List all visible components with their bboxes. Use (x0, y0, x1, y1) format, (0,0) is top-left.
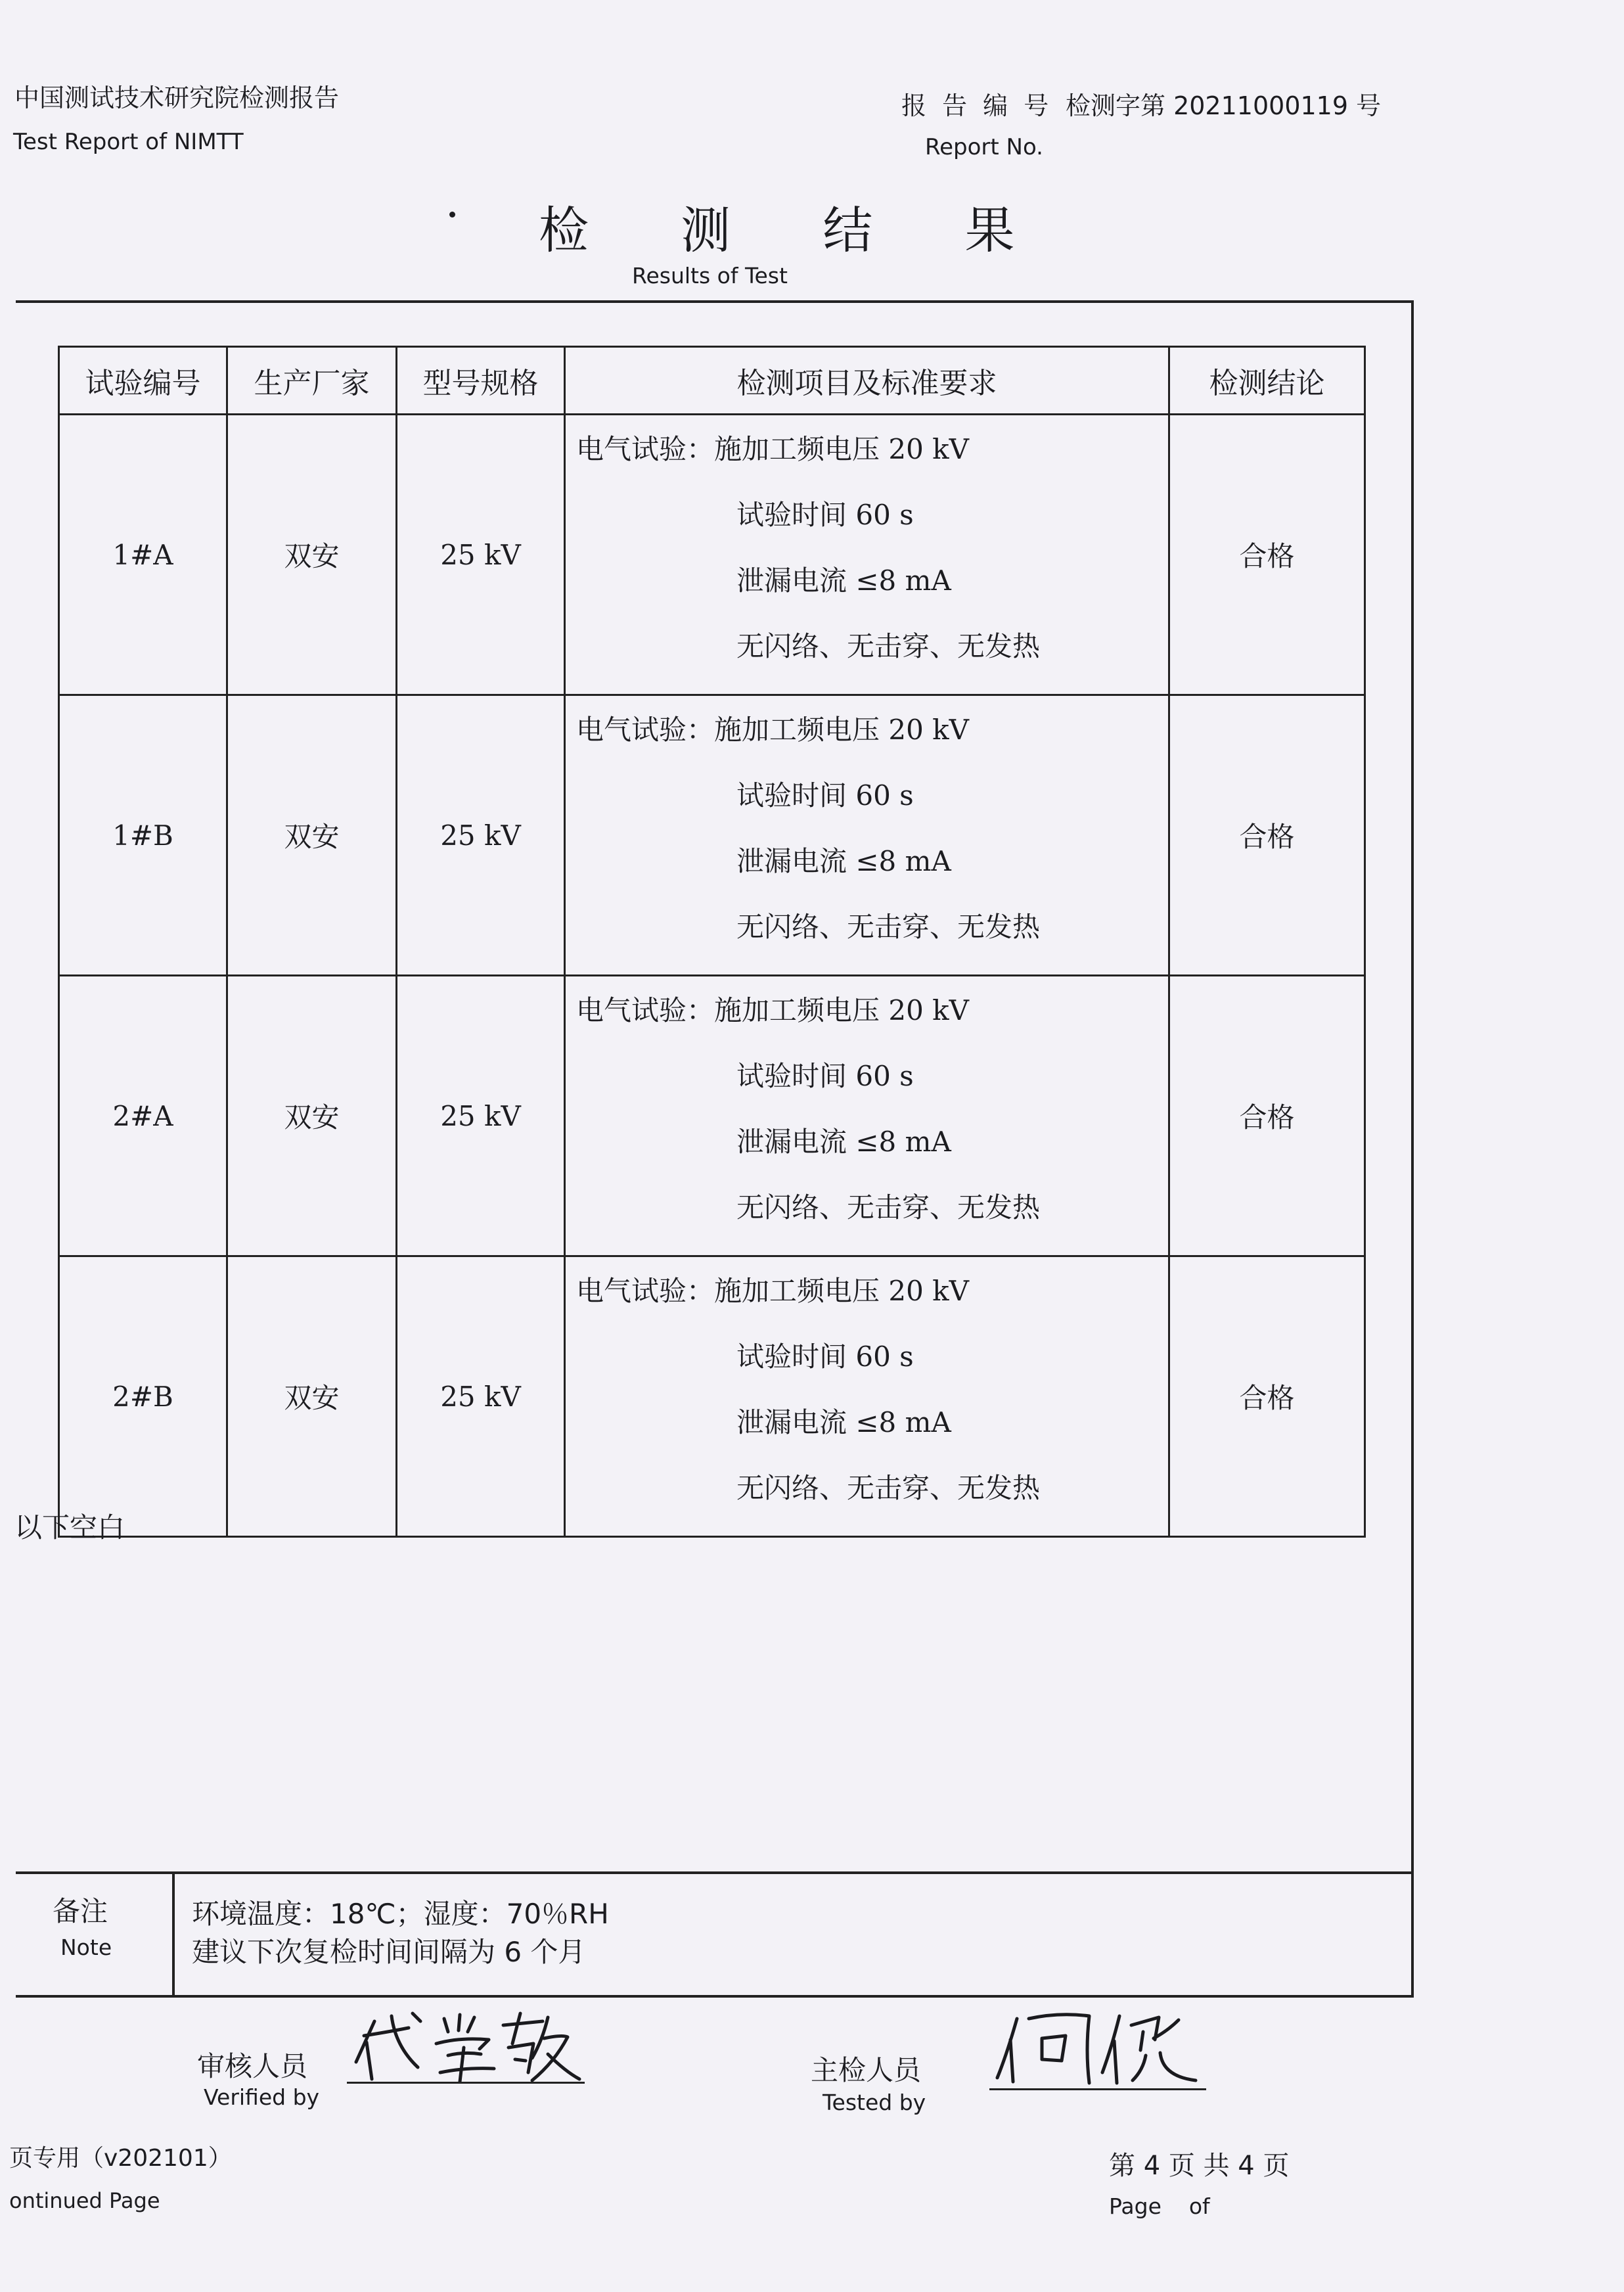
model-spec: 25 kV (397, 695, 565, 976)
manufacturer: 双安 (227, 695, 397, 976)
frame-top-line (16, 300, 1414, 303)
note-bottom-line (16, 1995, 1414, 1998)
organization-name-en: Test Report of NIMTT (13, 129, 244, 155)
manufacturer: 双安 (227, 1256, 397, 1537)
note-recheck-interval: 建议下次复检时间间隔为 6 个月 (192, 1936, 586, 1968)
requirement-line: 无闪络、无击穿、无发热 (736, 1191, 1041, 1224)
organization-name: 中国测试技术研究院检测报告 (14, 83, 340, 112)
page-number: 第 4 页 共 4 页 (1109, 2151, 1290, 2181)
table-row (59, 976, 1365, 1256)
note-top-line (16, 1871, 1414, 1874)
tester-signature-line (989, 2088, 1206, 2090)
tester-signature (991, 2004, 1207, 2090)
requirement-line: 电气试验：施加工频电压 20 kV (576, 714, 969, 746)
test-requirements (565, 976, 1169, 1256)
end-of-content-mark: 以下空白 (14, 1511, 125, 1544)
requirement-line: 电气试验：施加工频电压 20 kV (576, 994, 969, 1026)
table-row (59, 695, 1365, 976)
page-title-en: Results of Test (632, 263, 788, 288)
column-header-manufacturer: 生产厂家 (227, 347, 397, 415)
note-environment: 环境温度：18℃；湿度：70％RH (192, 1898, 609, 1930)
sample-id: 2#B (59, 1256, 227, 1537)
column-header-sample-no: 试验编号 (59, 347, 227, 415)
page-number-en: Page of (1109, 2193, 1210, 2219)
table-header-row (59, 347, 1365, 415)
verifier-signature-line (347, 2082, 585, 2084)
sample-id: 1#A (59, 415, 227, 695)
tested-by-label-en: Tested by (823, 2090, 926, 2115)
test-requirements (565, 415, 1169, 695)
requirement-line: 泄漏电流 ≤8 mA (736, 1406, 951, 1438)
requirement-line: 电气试验：施加工频电压 20 kV (576, 1275, 969, 1307)
model-spec: 25 kV (397, 415, 565, 695)
report-number-label: 报 告 编 号 (901, 91, 1053, 120)
note-divider (172, 1873, 175, 1996)
model-spec: 25 kV (397, 1256, 565, 1537)
table-row (59, 415, 1365, 695)
table-row (59, 1256, 1365, 1537)
requirement-line: 试验时间 60 s (736, 779, 914, 812)
manufacturer: 双安 (227, 415, 397, 695)
requirement-line: 泄漏电流 ≤8 mA (736, 845, 951, 877)
note-label: 备注 (53, 1895, 108, 1927)
column-header-conclusion: 检测结论 (1169, 347, 1365, 415)
test-result: 合格 (1169, 415, 1365, 695)
frame-right-line (1411, 302, 1414, 1997)
test-result: 合格 (1169, 976, 1365, 1256)
verifier-signature (348, 2008, 585, 2087)
page-title: 检 测 结 果 (539, 201, 1053, 260)
requirement-line: 试验时间 60 s (736, 1060, 914, 1092)
requirement-line: 试验时间 60 s (736, 499, 914, 531)
requirement-line: 无闪络、无击穿、无发热 (736, 630, 1041, 662)
requirement-line: 无闪络、无击穿、无发热 (736, 1472, 1041, 1504)
report-number-label-en: Report No. (925, 134, 1043, 160)
test-result: 合格 (1169, 1256, 1365, 1537)
requirement-line: 泄漏电流 ≤8 mA (736, 1126, 951, 1158)
manufacturer: 双安 (227, 976, 397, 1256)
column-header-test-items: 检测项目及标准要求 (565, 347, 1169, 415)
title-dot (449, 212, 455, 218)
verified-by-label: 审核人员 (197, 2050, 308, 2082)
note-label-en: Note (60, 1935, 112, 1960)
model-spec: 25 kV (397, 976, 565, 1256)
test-requirements (565, 1256, 1169, 1537)
page-edition: 页专用（v202101） (9, 2145, 232, 2172)
sample-id: 1#B (59, 695, 227, 976)
continued-page-label: ontinued Page (9, 2188, 160, 2213)
requirement-line: 无闪络、无击穿、无发热 (736, 911, 1041, 943)
report-number: 检测字第 20211000119 号 (1066, 91, 1382, 120)
requirement-line: 试验时间 60 s (736, 1341, 914, 1373)
column-header-model: 型号规格 (397, 347, 565, 415)
tested-by-label: 主检人员 (811, 2054, 922, 2086)
results-table (58, 346, 1366, 1538)
requirement-line: 泄漏电流 ≤8 mA (736, 564, 951, 597)
test-requirements (565, 695, 1169, 976)
sample-id: 2#A (59, 976, 227, 1256)
verified-by-label-en: Verified by (204, 2084, 320, 2110)
test-result: 合格 (1169, 695, 1365, 976)
requirement-line: 电气试验：施加工频电压 20 kV (576, 433, 969, 465)
